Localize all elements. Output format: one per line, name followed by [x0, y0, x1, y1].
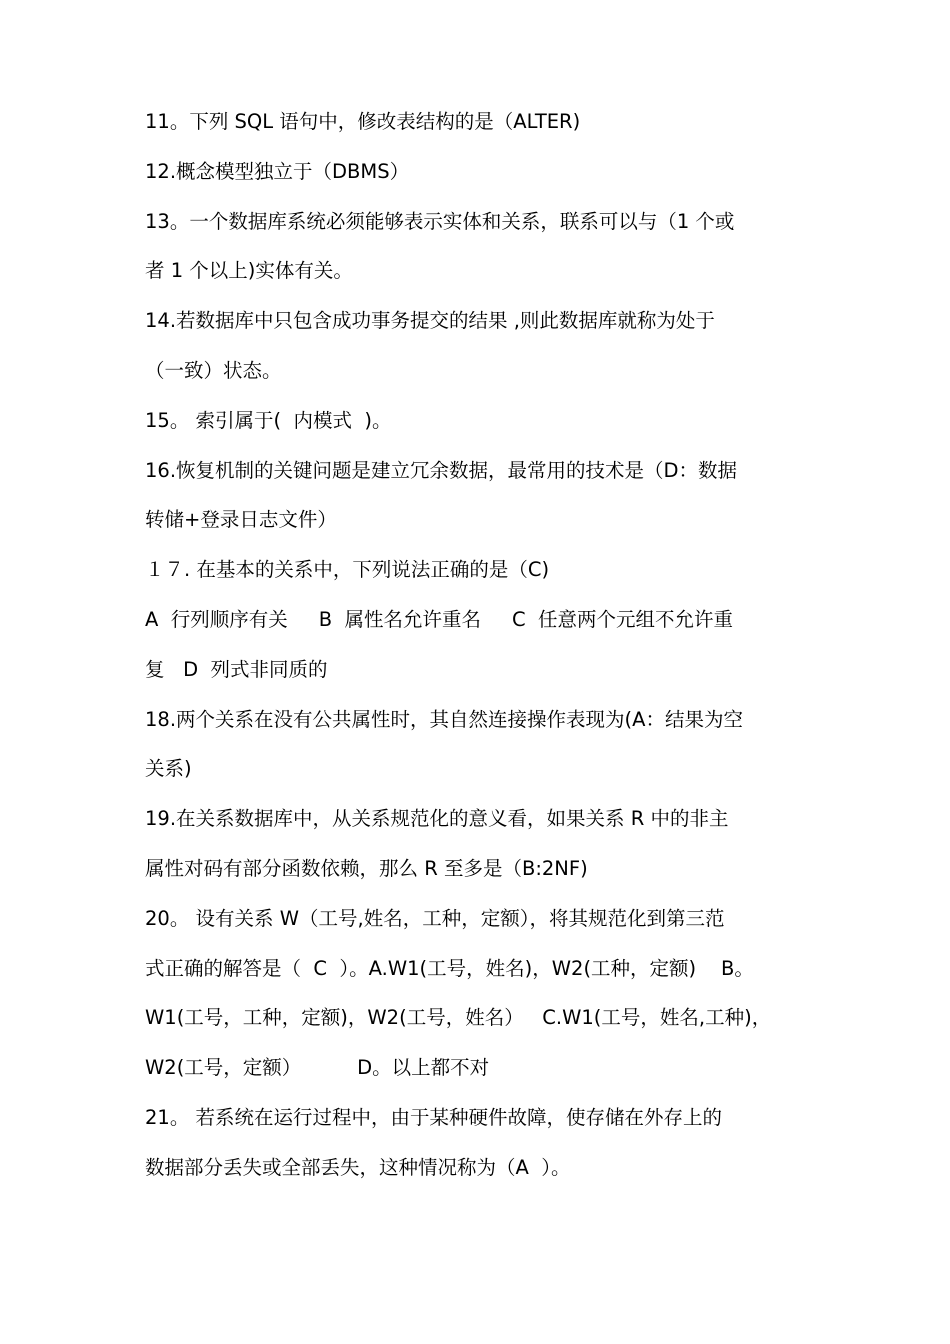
text-line: 20。 设有关系 W（工号,姓名，工种，定额），将其规范化到第三范 — [145, 906, 725, 930]
text-line: 16.恢复机制的关键问题是建立冗余数据，最常用的技术是（D：数据 — [145, 458, 738, 482]
text-line: 复 D 列式非同质的 — [145, 657, 328, 681]
text-line: W1(工号，工种，定额)，W2(工号，姓名） C.W1(工号，姓名,工种)， — [145, 1006, 772, 1030]
text-line: １７. 在基本的关系中，下列说法正确的是（C) — [145, 558, 550, 582]
text-line: 式正确的解答是（ C ）。A.W1(工号，姓名)，W2(工种，定额) B。 — [145, 956, 754, 980]
text-line: 属性对码有部分函数依赖，那么 R 至多是（B:2NF) — [145, 856, 588, 880]
text-line: 转储+登录日志文件） — [145, 508, 337, 532]
text-line: 14.若数据库中只包含成功事务提交的结果 ,则此数据库就称为处于 — [145, 309, 715, 333]
text-line: 13。一个数据库系统必须能够表示实体和关系，联系可以与（1 个或 — [145, 209, 735, 233]
text-line: A 行列顺序有关 B 属性名允许重名 C 任意两个元组不允许重 — [145, 607, 734, 631]
text-line: 关系) — [145, 757, 192, 781]
text-line: 12.概念模型独立于（DBMS） — [145, 159, 410, 183]
document-body — [145, 104, 813, 1200]
text-line: 15。 索引属于( 内模式 )。 — [145, 408, 392, 432]
text-line: 数据部分丢失或全部丢失，这种情况称为（A ）。 — [145, 1155, 571, 1179]
text-line: 11。下列 SQL 语句中，修改表结构的是（ALTER) — [145, 110, 581, 133]
text-line: W2(工号，定额） D。以上都不对 — [145, 1056, 490, 1080]
text-line: 19.在关系数据库中，从关系规范化的意义看，如果关系 R 中的非主 — [145, 807, 729, 831]
text-line: 18.两个关系在没有公共属性时，其自然连接操作表现为(A：结果为空 — [145, 707, 743, 731]
text-line: 21。 若系统在运行过程中，由于某种硬件故障，使存储在外存上的 — [145, 1105, 723, 1129]
text-line: （一致）状态。 — [145, 358, 282, 382]
text-line: 者 1 个以上)实体有关。 — [145, 259, 353, 283]
